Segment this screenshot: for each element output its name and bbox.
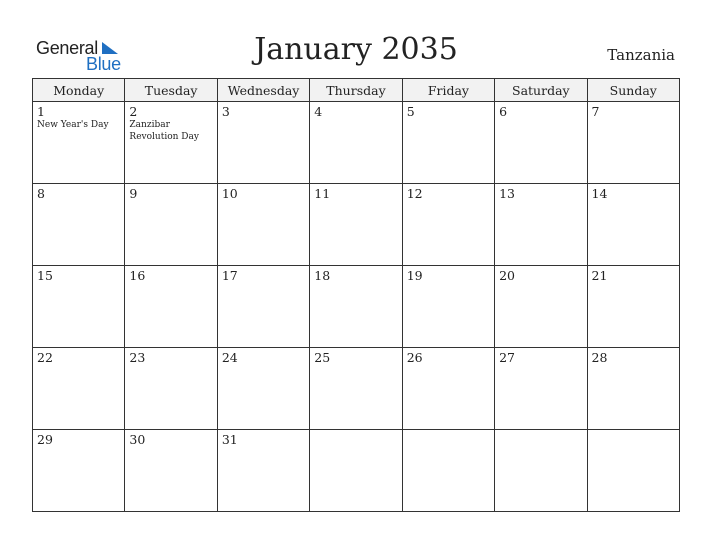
day-cell [495, 184, 587, 266]
day-number: 7 [591, 104, 600, 119]
day-number: 23 [129, 350, 146, 365]
day-cell [402, 102, 494, 184]
calendar-grid [32, 78, 680, 512]
day-cell [217, 102, 309, 184]
day-number: 18 [314, 268, 331, 283]
day-cell [310, 102, 402, 184]
day-cell [310, 430, 402, 512]
weekday-header: Tuesday [125, 79, 217, 102]
page-title: January 2035 [254, 32, 458, 67]
day-cell [310, 184, 402, 266]
week-row [33, 102, 680, 184]
day-number: 26 [406, 350, 423, 365]
day-number: 30 [129, 432, 146, 447]
day-number: 27 [499, 350, 516, 365]
day-number: 10 [221, 186, 238, 201]
day-cell [125, 184, 217, 266]
day-cell [402, 430, 494, 512]
day-cell [33, 430, 125, 512]
logo-text-general: General [36, 38, 98, 58]
week-row [33, 184, 680, 266]
day-cell [217, 184, 309, 266]
day-cell [587, 184, 679, 266]
day-number: 24 [221, 350, 238, 365]
weekday-header: Friday [402, 79, 494, 102]
day-number: 28 [591, 350, 608, 365]
day-number: 14 [591, 186, 608, 201]
day-number: 29 [37, 432, 53, 447]
day-cell [587, 348, 679, 430]
holiday-label: New Year's Day [37, 120, 109, 130]
day-number: 13 [499, 186, 516, 201]
day-number: 9 [129, 186, 138, 201]
day-cell [495, 266, 587, 348]
weekday-header: Thursday [310, 79, 402, 102]
day-cell [495, 348, 587, 430]
day-number: 15 [37, 268, 53, 283]
day-number: 6 [499, 104, 508, 119]
day-number: 4 [314, 104, 323, 119]
day-cell [310, 348, 402, 430]
week-row [33, 266, 680, 348]
logo-text-blue: Blue [86, 54, 121, 74]
week-row [33, 348, 680, 430]
day-number: 11 [314, 186, 331, 201]
day-number: 17 [221, 268, 238, 283]
day-number: 21 [591, 268, 608, 283]
day-cell [217, 430, 309, 512]
holiday-label: Zanzibar Revolution Day [129, 120, 199, 142]
weekday-header-row [33, 79, 680, 102]
day-number: 8 [37, 186, 45, 201]
day-number: 22 [37, 350, 53, 365]
week-row [33, 430, 680, 512]
weekday-header: Sunday [587, 79, 679, 102]
weekday-header: Wednesday [217, 79, 309, 102]
day-cell [33, 102, 125, 184]
day-cell [33, 184, 125, 266]
day-cell [125, 348, 217, 430]
weekday-header: Saturday [495, 79, 587, 102]
day-cell [217, 348, 309, 430]
day-cell [125, 430, 217, 512]
day-cell [33, 266, 125, 348]
day-number: 3 [221, 104, 230, 119]
weekday-header: Monday [33, 79, 125, 102]
day-cell [495, 430, 587, 512]
day-number: 1 [37, 104, 45, 119]
day-cell [587, 266, 679, 348]
day-cell [33, 348, 125, 430]
day-cell [495, 102, 587, 184]
day-number: 31 [221, 432, 238, 447]
day-number: 20 [499, 268, 516, 283]
day-cell [125, 102, 217, 184]
day-cell [402, 184, 494, 266]
day-number: 16 [129, 268, 146, 283]
day-cell [310, 266, 402, 348]
day-number: 12 [406, 186, 423, 201]
day-cell [217, 266, 309, 348]
day-number: 5 [406, 104, 415, 119]
day-number: 25 [314, 350, 331, 365]
day-cell [587, 102, 679, 184]
country-label: Tanzania [607, 46, 675, 64]
day-cell [125, 266, 217, 348]
day-cell [402, 348, 494, 430]
day-number: 2 [129, 104, 138, 119]
day-number: 19 [406, 268, 423, 283]
day-cell [587, 430, 679, 512]
day-cell [402, 266, 494, 348]
